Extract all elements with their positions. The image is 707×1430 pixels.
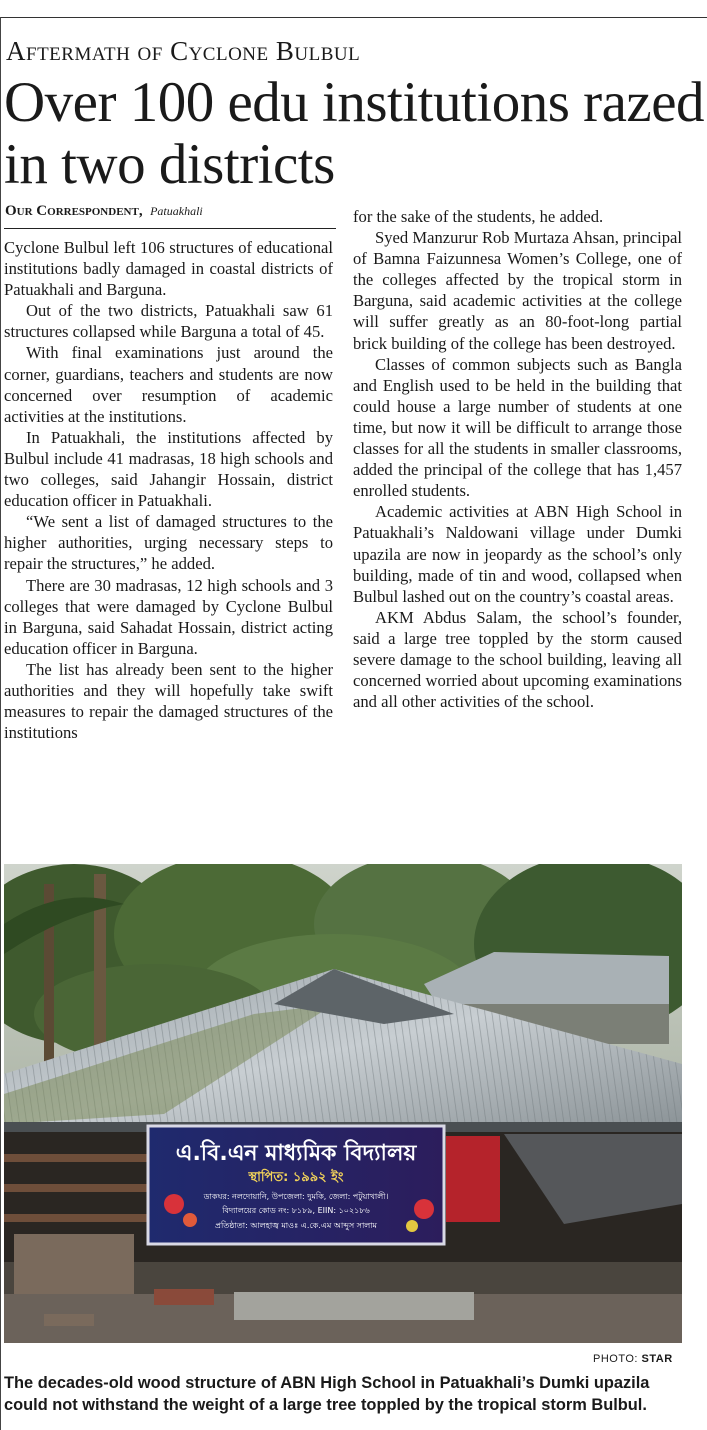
paragraph: Academic activities at ABN High School in Patuakhali’s Naldowani village under Dumki upazila are now in jeopardy as the school’s only building, made of tin and wood, collapsed when Bulbul lashed out on the country’s coastal areas. bbox=[353, 502, 682, 606]
photo-credit bbox=[593, 1353, 673, 1365]
byline-name: Our Correspondent, bbox=[5, 203, 143, 219]
banner-line-3: প্রতিষ্ঠাতা: আলহাজ্ব মাওঃ এ.কে.এম আব্দুস সালাম bbox=[215, 1221, 377, 1230]
paragraph: Out of the two districts, Patuakhali saw 61 structures collapsed while Barguna a total of 45. bbox=[4, 301, 333, 342]
paragraph: “We sent a list of damaged structures to the higher authorities, urging necessary steps to repair the structures,” he added. bbox=[4, 512, 333, 574]
paragraph: Cyclone Bulbul left 106 structures of educational institutions badly damaged in coastal districts of Patuakhali and Barguna. bbox=[4, 238, 333, 300]
paragraph: There are 30 madrasas, 12 high schools and 3 colleges that were damaged by Cyclone Bulbul in Barguna, said Sahadat Hossain, district acting education officer in Barguna. bbox=[4, 575, 333, 658]
banner-line-2: বিদ্যালয়ের কোড নং: ৮১৮৯, EIIN: ১০২১৮৬ bbox=[222, 1206, 370, 1215]
headline: Over 100 edu institutions razed in two districts bbox=[4, 71, 705, 196]
byline-rule bbox=[4, 228, 336, 229]
paragraph: Classes of common subjects such as Bangla and English used to be held in the building that could house a large number of students at one time, but now it will be difficult to arrange those classes for all the students in smaller classrooms, added the principal of the college that has 1,457 enrolled students. bbox=[353, 354, 682, 501]
kicker: Aftermath of Cyclone Bulbul bbox=[6, 36, 361, 66]
left-rule bbox=[0, 17, 1, 1430]
paragraph: Syed Manzurur Rob Murtaza Ahsan, principal of Bamna Faizunnesa Women’s College, one of the colleges affected by the tropical storm in Barguna, said academic activities at the college will suffer greatly as an 80-foot-long partial brick building of the college has been destroyed. bbox=[353, 228, 682, 353]
paragraph: for the sake of the students, he added. bbox=[353, 207, 604, 226]
paragraph: With final examinations just around the corner, guardians, teachers and students are now concerned over resumption of academic activities at the institutions. bbox=[4, 343, 333, 426]
byline bbox=[5, 203, 203, 220]
photo-caption: The decades-old wood structure of ABN High School in Patuakhali’s Dumki upazila could not withstand the weight of a large tree toppled by the tropical storm Bulbul. bbox=[4, 1374, 650, 1414]
banner-line-1: ডাকঘর: নলদোয়ানি, উপজেলা: দুমকি, জেলা: পটুয়াখালী। bbox=[203, 1192, 389, 1201]
paragraph: AKM Abdus Salam, the school’s founder, said a large tree toppled by the storm caused severe damage to the school building, leaving all concerned worried about upcoming examinations and all other activities of the school. bbox=[353, 607, 682, 712]
photo-credit-source: STAR bbox=[641, 1353, 673, 1365]
banner-title: এ.বি.এন মাধ্যমিক বিদ্যালয় bbox=[175, 1141, 417, 1166]
paragraph: The list has already been sent to the higher authorities and they will hopefully take swift measures to repair the damaged structures of the institutions bbox=[4, 659, 333, 743]
photo-credit-label: PHOTO: bbox=[593, 1353, 638, 1365]
byline-place: Patuakhali bbox=[150, 204, 203, 218]
banner-year: স্থাপিত: ১৯৯২ ইং bbox=[248, 1170, 344, 1185]
news-photo bbox=[4, 864, 682, 1343]
paragraph: In Patuakhali, the institutions affected by Bulbul include 41 madrasas, 18 high schools and two colleges, said Jahangir Hossain, district education officer in Patuakhali. bbox=[4, 427, 333, 511]
top-rule bbox=[0, 17, 707, 18]
article-column-1 bbox=[4, 237, 333, 743]
article-column-2 bbox=[353, 206, 682, 712]
